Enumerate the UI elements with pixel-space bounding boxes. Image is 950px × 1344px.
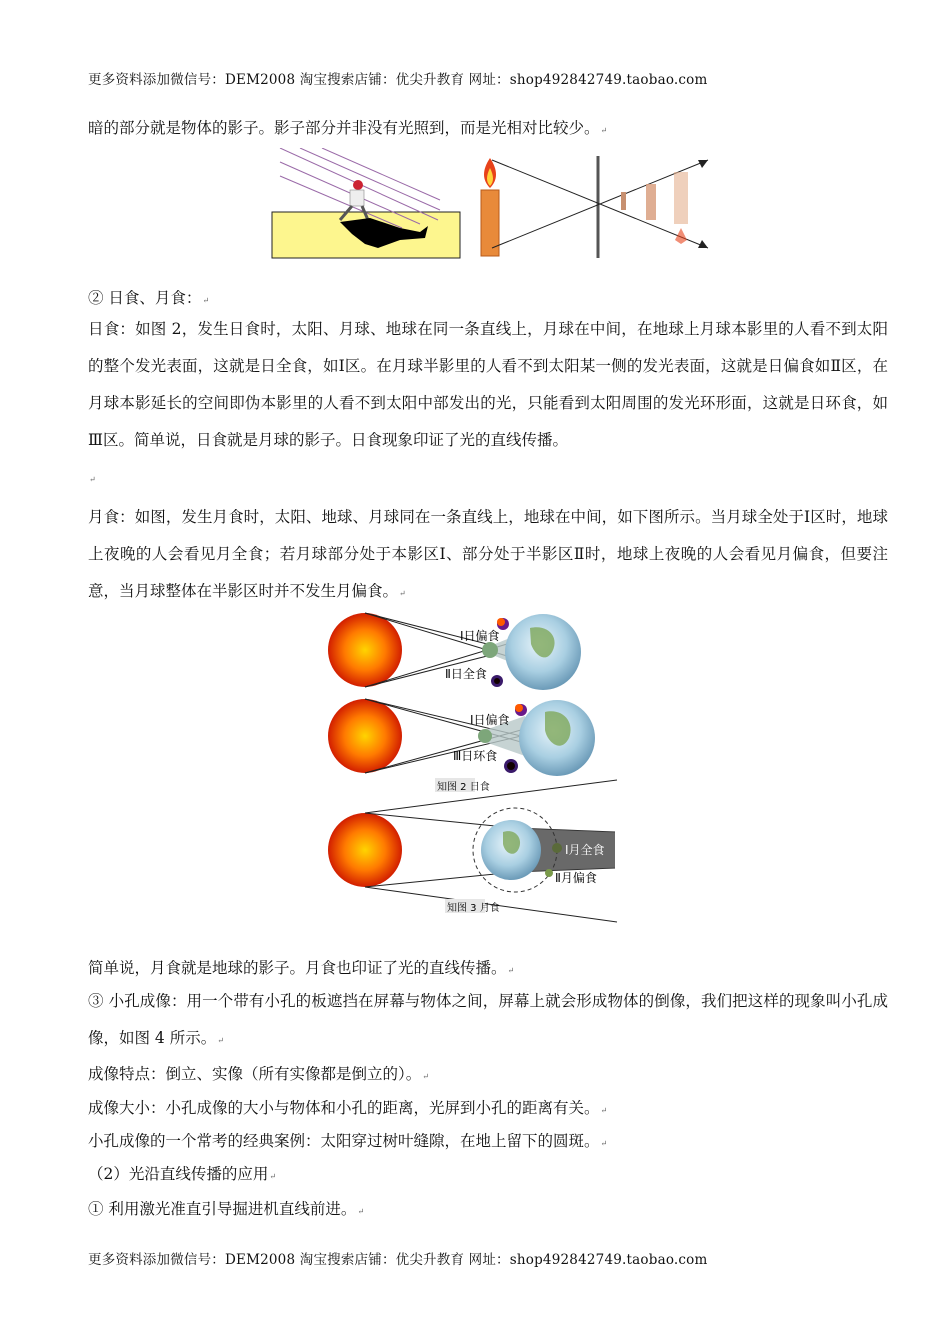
solar-eclipse-diagram-1 [328,613,581,690]
page-header: 更多资料添加微信号：DEM2008 淘宝搜索店铺：优尖升教育 网址：shop492842749.taobao.com [88,72,708,88]
eclipse-heading: ② 日食、月食：↵ [88,289,210,307]
paragraph-lunar-eclipse: 月食：如图，发生月食时，太阳、地球、月球同在一条直线上，地球在中间，如下图所示。当月球全处于Ⅰ区时，地球上夜晚的人会看见月全食；若月球部分处于本影区Ⅰ、部分处于半影区Ⅱ时，地球上夜晚的人会看见月偏食，但要注意，当月球整体在半影区时并不发生月偏食。↵ [88,508,888,600]
moon [478,729,492,743]
candle-pinhole-illustration [481,156,708,258]
page-footer: 更多资料添加微信号：DEM2008 淘宝搜索店铺：优尖升教育 网址：shop492842749.taobao.com [88,1252,708,1268]
label-lunar-partial: Ⅱ月偏食 [555,871,597,885]
label-solar-total: Ⅱ日全食 [445,667,487,681]
paragraph-size: 成像大小：小孔成像的大小与物体和小孔的距离，光屏到小孔的距离有关。↵ [88,1099,608,1117]
paragraph-example: 小孔成像的一个常考的经典案例：太阳穿过树叶缝隙，在地上留下的圆斑。↵ [88,1132,608,1150]
moon [482,642,498,658]
figure-shadow-pinhole [270,148,720,263]
caption-figure-2: 知图 2 日食 [437,782,490,793]
sun [328,813,402,887]
label-solar-partial-2: Ⅰ日偏食 [470,713,510,727]
paragraph-laser: ① 利用激光准直引导掘进机直线前进。↵ [88,1200,365,1218]
paragraph-solar-eclipse: 日食：如图 2，发生日食时，太阳、月球、地球在同一条直线上，月球在中间，在地球上月球本影里的人看不到太阳的整个发光表面，这就是日全食，如Ⅰ区。在月球半影里的人看不到太阳某一侧的发光表面，这就是日偏食如Ⅱ区，在月球本影延长的空间即伪本影里的人看不到太阳中部发出的光，只能看到太阳周围的发光环形面，这就是日环食，如Ⅲ区。简单说，日食就是月球的影子。日食现象印证了光的直线传播。 ↵ [88,320,888,484]
caption-figure-3: 知图 3 月食 [447,903,500,914]
label-solar-annular: Ⅲ日环食 [453,749,498,763]
paragraph-application: （2）光沿直线传播的应用↵ [88,1165,277,1183]
solar-eclipse-diagram-2 [328,699,595,776]
shadow-illustration [272,148,460,258]
figure-eclipses [325,610,625,930]
sun [328,613,402,687]
paragraph-lunar-summary: 简单说，月食就是地球的影子。月食也印证了光的直线传播。↵ [88,959,515,977]
paragraph-pinhole: ③ 小孔成像：用一个带有小孔的板遮挡在屏幕与物体之间，屏幕上就会形成物体的倒像，我们把这样的现象叫小孔成像，如图 4 所示。↵ [88,992,888,1047]
paragraph-features: 成像特点：倒立、实像（所有实像都是倒立的）。↵ [88,1065,429,1083]
paragraph-shadow: 暗的部分就是物体的影子。影子部分并非没有光照到，而是光相对比较少。↵ [88,119,608,137]
sun [328,699,402,773]
moon [552,843,562,853]
label-solar-partial-1: Ⅰ日偏食 [460,629,500,643]
label-lunar-total: Ⅰ月全食 [565,843,605,857]
